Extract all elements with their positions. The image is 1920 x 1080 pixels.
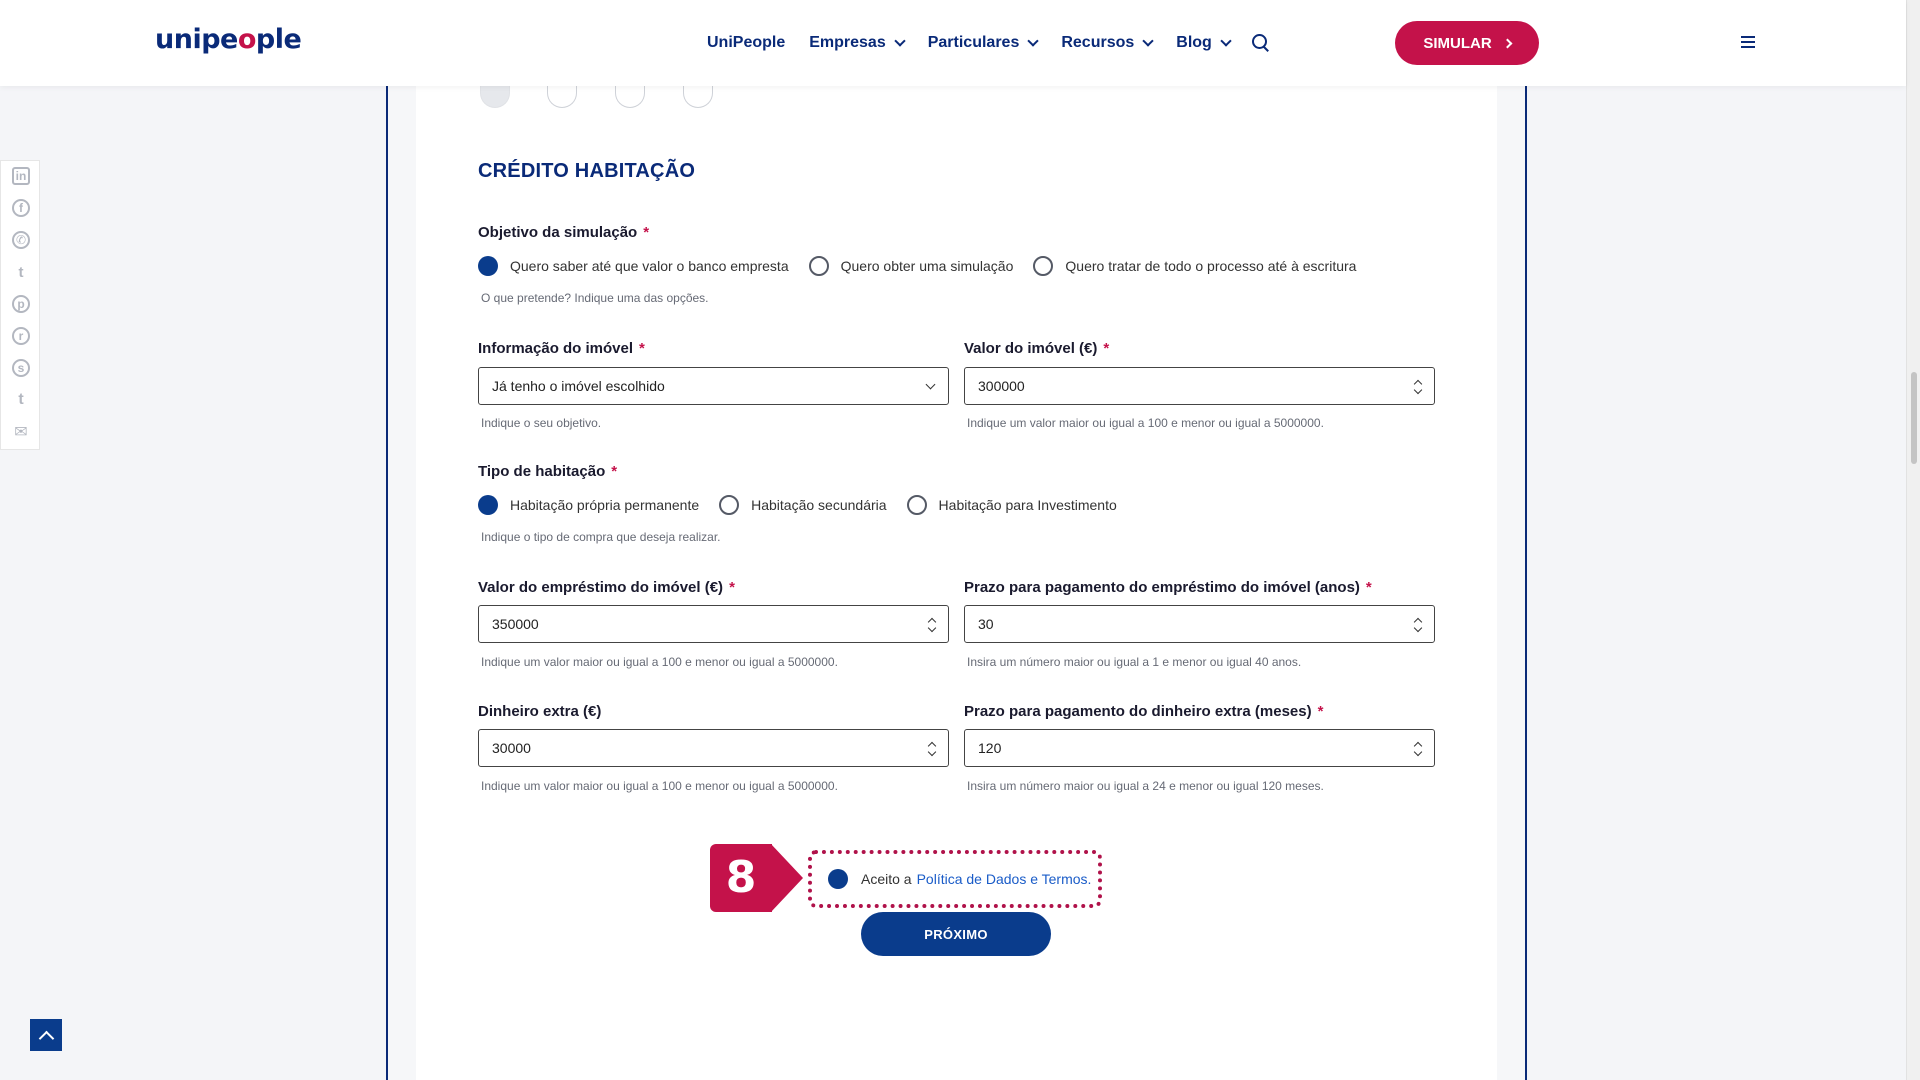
- radio-empty-icon[interactable]: [719, 495, 739, 515]
- chevron-down-icon: [1143, 35, 1154, 46]
- tipo-habitacao-radio-group: [478, 495, 1137, 515]
- nav-item-unipeople[interactable]: UniPeople: [707, 34, 786, 51]
- back-to-top-button[interactable]: [30, 1019, 62, 1051]
- prazo-extra-label: Prazo para pagamento do dinheiro extra (meses) *: [964, 703, 1324, 720]
- skype-icon[interactable]: s: [12, 359, 30, 377]
- chevron-down-icon: [926, 380, 936, 390]
- social-share-bar: [0, 160, 40, 450]
- whatsapp-icon[interactable]: ✆: [12, 231, 30, 249]
- consent-text: Aceito a: [861, 871, 912, 887]
- valor-emprestimo-help: Indique um valor maior ou igual a 100 e menor ou igual a 5000000.: [481, 655, 838, 669]
- objetivo-option-simulacao[interactable]: Quero obter uma simulação: [809, 256, 1014, 276]
- valor-imovel-label: Valor do imóvel (€) *: [964, 340, 1110, 357]
- tipo-habitacao-label: Tipo de habitação *: [478, 463, 618, 480]
- nav-item-empresas[interactable]: Empresas: [809, 34, 904, 52]
- objetivo-option-processo[interactable]: Quero tratar de todo o processo até à escritura: [1033, 256, 1356, 276]
- nav-item-blog[interactable]: Blog: [1176, 34, 1230, 52]
- radio-selected-icon[interactable]: [478, 256, 498, 276]
- tipo-option-secundaria[interactable]: Habitação secundária: [719, 495, 886, 515]
- hamburger-menu-icon[interactable]: [1741, 36, 1755, 48]
- badge-number: 8: [725, 852, 757, 903]
- linkedin-icon[interactable]: in: [12, 167, 30, 185]
- step-number-badge: [710, 844, 804, 912]
- info-imovel-select[interactable]: Já tenho o imóvel escolhido: [478, 367, 949, 405]
- scrollbar-thumb[interactable]: [1911, 372, 1917, 464]
- simular-button[interactable]: SIMULAR: [1395, 21, 1539, 65]
- objetivo-label: Objetivo da simulação *: [478, 224, 650, 241]
- consent-selected-icon[interactable]: [828, 869, 848, 889]
- valor-emprestimo-label: Valor do empréstimo do imóvel (€) *: [478, 579, 735, 596]
- radio-selected-icon[interactable]: [478, 495, 498, 515]
- nav-item-recursos[interactable]: Recursos: [1061, 34, 1152, 52]
- container-gutter-right: [1497, 86, 1525, 1080]
- tipo-habitacao-help: Indique o tipo de compra que deseja realizar.: [481, 530, 721, 544]
- dinheiro-extra-input[interactable]: 30000: [478, 729, 949, 767]
- proximo-button[interactable]: PRÓXIMO: [861, 912, 1051, 956]
- chevron-down-icon: [894, 35, 905, 46]
- number-stepper-icon[interactable]: [1414, 739, 1422, 757]
- chevron-right-icon: [1502, 38, 1512, 48]
- radio-empty-icon[interactable]: [907, 495, 927, 515]
- number-stepper-icon[interactable]: [928, 615, 936, 633]
- privacy-terms-link[interactable]: Política de Dados e Termos.: [916, 871, 1092, 887]
- main-nav: [707, 30, 1270, 56]
- number-stepper-icon[interactable]: [1414, 615, 1422, 633]
- info-imovel-label: Informação do imóvel *: [478, 340, 645, 357]
- form-title: CRÉDITO HABITAÇÃO: [478, 160, 696, 182]
- unipeople-logo[interactable]: unipeople: [155, 24, 302, 55]
- prazo-extra-help: Insira um número maior ou igual a 24 e menor ou igual 120 meses.: [967, 779, 1324, 793]
- search-icon[interactable]: [1252, 34, 1270, 52]
- radio-empty-icon[interactable]: [809, 256, 829, 276]
- badge-arrow: [771, 844, 803, 912]
- nav-item-particulares[interactable]: Particulares: [928, 34, 1038, 52]
- valor-imovel-input[interactable]: 300000: [964, 367, 1435, 405]
- tipo-option-permanente[interactable]: Habitação própria permanente: [478, 495, 699, 515]
- number-stepper-icon[interactable]: [928, 739, 936, 757]
- tipo-option-investimento[interactable]: Habitação para Investimento: [907, 495, 1117, 515]
- prazo-emprestimo-input[interactable]: 30: [964, 605, 1435, 643]
- facebook-icon[interactable]: f: [12, 199, 30, 217]
- objetivo-help: O que pretende? Indique uma das opções.: [481, 291, 709, 305]
- tumblr-icon[interactable]: t: [18, 391, 24, 408]
- reddit-icon[interactable]: r: [12, 327, 30, 345]
- email-icon[interactable]: ✉: [14, 424, 28, 441]
- objetivo-radio-group: [478, 256, 1376, 276]
- objetivo-option-valor[interactable]: Quero saber até que valor o banco empresta: [478, 256, 789, 276]
- chevron-down-icon: [1220, 35, 1231, 46]
- consent-checkbox[interactable]: [828, 869, 1091, 889]
- valor-emprestimo-input[interactable]: 350000: [478, 605, 949, 643]
- dinheiro-extra-label: Dinheiro extra (€): [478, 703, 602, 720]
- page-scrollbar[interactable]: [1906, 0, 1920, 1080]
- container-gutter-left: [388, 86, 416, 1080]
- site-header: [0, 0, 1906, 86]
- dinheiro-extra-help: Indique um valor maior ou igual a 100 e menor ou igual a 5000000.: [481, 779, 838, 793]
- info-imovel-help: Indique o seu objetivo.: [481, 416, 602, 430]
- number-stepper-icon[interactable]: [1414, 377, 1422, 395]
- twitter-icon[interactable]: t: [18, 263, 24, 281]
- prazo-emprestimo-help: Insira um número maior ou igual a 1 e menor ou igual 40 anos.: [967, 655, 1302, 669]
- valor-imovel-help: Indique um valor maior ou igual a 100 e menor ou igual a 5000000.: [967, 416, 1324, 430]
- prazo-extra-input[interactable]: 120: [964, 729, 1435, 767]
- radio-empty-icon[interactable]: [1033, 256, 1053, 276]
- chevron-down-icon: [1028, 35, 1039, 46]
- pinterest-icon[interactable]: p: [12, 295, 30, 313]
- prazo-emprestimo-label: Prazo para pagamento do empréstimo do imóvel (anos) *: [964, 579, 1372, 596]
